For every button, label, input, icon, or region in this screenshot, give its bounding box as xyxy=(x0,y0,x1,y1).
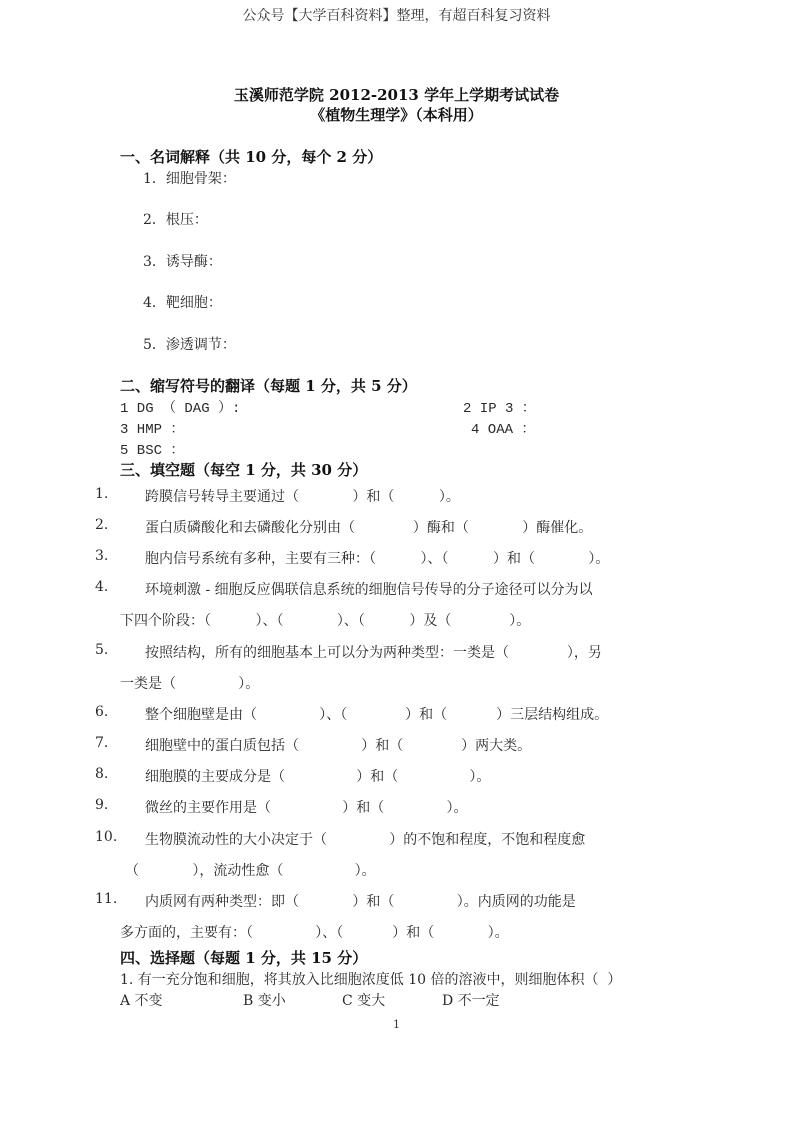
choice-question: 1. 有一充分饱和细胞，将其放入比细胞浓度低 10 倍的溶液中，则细胞体积（ ） xyxy=(120,972,622,988)
abbr-item: 5 BSC ： xyxy=(120,443,185,459)
section-4-heading: 四、选择题（每题 1 分，共 15 分） xyxy=(120,949,368,967)
fill-question: 生物膜流动性的大小决定于（ ）的不饱和程度，不饱和程度愈 xyxy=(145,832,586,848)
choice-option-b: B 变小 xyxy=(243,993,286,1009)
fill-question: 细胞膜的主要成分是（ ）和（ ）。 xyxy=(145,769,491,785)
question-number: 3. xyxy=(95,548,109,564)
question-number: 9. xyxy=(95,797,109,813)
fill-question: 整个细胞壁是由（ ）、（ ）和（ ）三层结构组成。 xyxy=(145,707,609,723)
term-item: 1．细胞骨架： xyxy=(143,171,236,187)
abbr-item: 2 IP 3 ： xyxy=(463,401,536,417)
exam-title: 玉溪师范学院 2012-2013 学年上学期考试试卷 xyxy=(233,86,560,104)
course-title: 《植物生理学》（本科用） xyxy=(310,106,483,124)
question-number: 11. xyxy=(95,891,118,907)
fill-question: 蛋白质磷酸化和去磷酸化分别由（ ）酶和（ ）酶催化。 xyxy=(145,520,593,536)
fill-question-cont: 多方面的，主要有：（ ）、（ ）和（ ）。 xyxy=(120,925,509,941)
choice-option-d: D 不一定 xyxy=(442,993,500,1009)
fill-question-cont: （ ），流动性愈（ ）。 xyxy=(125,863,376,879)
section-2-heading: 二、缩写符号的翻译（每题 1 分，共 5 分） xyxy=(120,377,417,395)
fill-question: 跨膜信号转导主要通过（ ）和（ ）。 xyxy=(145,489,460,505)
fill-question: 按照结构，所有的细胞基本上可以分为两种类型：一类是（ ），另 xyxy=(145,645,602,661)
section-1-heading: 一、名词解释（共 10 分，每个 2 分） xyxy=(120,148,383,166)
choice-option-a: A 不变 xyxy=(120,993,163,1009)
question-number: 7. xyxy=(95,735,109,751)
abbr-item: 4 OAA ： xyxy=(471,422,536,438)
fill-question: 内质网有两种类型：即（ ）和（ ）。内质网的功能是 xyxy=(145,894,576,910)
watermark-header: 公众号【大学百科资料】整理，有超百科复习资料 xyxy=(242,8,551,24)
choice-option-c: C 变大 xyxy=(342,993,386,1009)
fill-question: 环境刺激 - 细胞反应偶联信息系统的细胞信号传导的分子途径可以分为以 xyxy=(145,582,593,598)
term-item: 5．渗透调节： xyxy=(143,337,236,353)
section-3-heading: 三、填空题（每空 1 分，共 30 分） xyxy=(120,461,368,479)
fill-question: 胞内信号系统有多种，主要有三种：（ ）、（ ）和（ ）。 xyxy=(145,551,610,567)
term-item: 3．诱导酶： xyxy=(143,254,222,270)
question-number: 5. xyxy=(95,642,109,658)
abbr-item: 1 DG （ DAG ）: xyxy=(120,401,241,417)
page-number: 1 xyxy=(393,1018,400,1031)
fill-question-cont: 下四个阶段：（ ）、（ ）、（ ）及（ ）。 xyxy=(120,613,531,629)
question-number: 2. xyxy=(95,517,109,533)
question-number: 6. xyxy=(95,704,109,720)
fill-question: 微丝的主要作用是（ ）和（ ）。 xyxy=(145,800,468,816)
term-item: 2．根压： xyxy=(143,212,208,228)
abbr-item: 3 HMP ： xyxy=(120,422,185,438)
fill-question-cont: 一类是（ ）。 xyxy=(120,676,260,692)
question-number: 4. xyxy=(95,579,109,595)
question-number: 8. xyxy=(95,766,109,782)
term-item: 4．靶细胞： xyxy=(143,295,222,311)
fill-question: 细胞壁中的蛋白质包括（ ）和（ ）两大类。 xyxy=(145,738,532,754)
question-number: 1. xyxy=(95,486,109,502)
question-number: 10. xyxy=(95,829,118,845)
